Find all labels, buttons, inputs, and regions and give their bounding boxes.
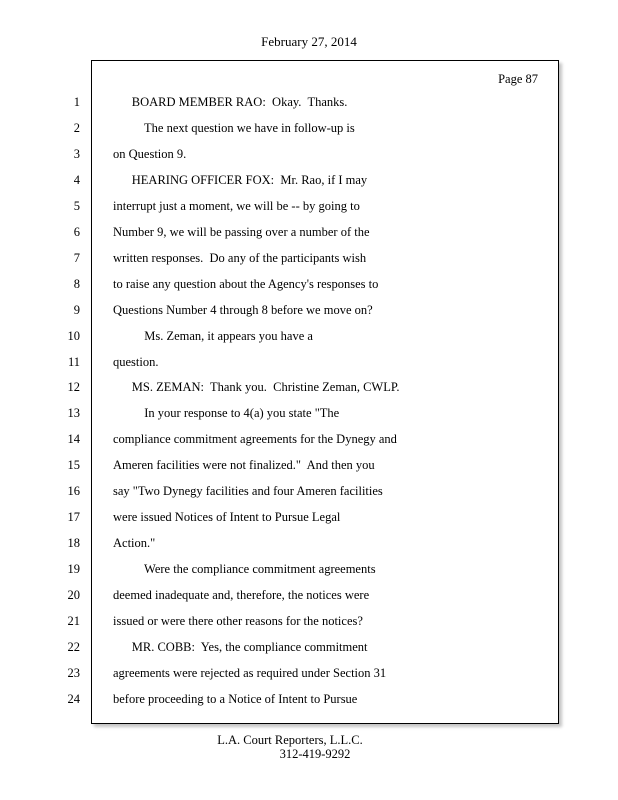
transcript-line bbox=[0, 121, 618, 141]
transcript-line bbox=[0, 95, 618, 115]
line-number: 3 bbox=[73, 146, 80, 161]
line-text: HEARING OFFICER FOX: Mr. Rao, if I may bbox=[113, 172, 368, 187]
transcript-line bbox=[0, 147, 618, 167]
line-number: 1 bbox=[73, 95, 80, 109]
line-number: 11 bbox=[67, 354, 80, 369]
line-text: In your response to 4(a) you state "The bbox=[113, 406, 340, 421]
transcript-line bbox=[0, 640, 618, 660]
line-text: MR. COBB: Yes, the compliance commitment bbox=[113, 639, 368, 654]
line-text: Questions Number 4 through 8 before we move on? bbox=[113, 302, 373, 317]
line-number: 22 bbox=[67, 639, 80, 654]
transcript-line bbox=[0, 251, 618, 271]
transcript-line bbox=[0, 484, 618, 504]
transcript-line bbox=[0, 199, 618, 219]
line-number: 14 bbox=[67, 432, 80, 447]
transcript-line bbox=[0, 458, 618, 478]
transcript-line bbox=[0, 666, 618, 686]
transcript-line bbox=[0, 614, 618, 634]
page-number: Page 87 bbox=[498, 72, 538, 86]
line-text: interrupt just a moment, we will be -- by going to bbox=[113, 198, 360, 213]
transcript-line bbox=[0, 692, 618, 712]
header-date: February 27, 2014 bbox=[261, 34, 357, 49]
line-number: 24 bbox=[67, 691, 80, 706]
footer-company: L.A. Court Reporters, L.L.C. bbox=[217, 733, 363, 747]
line-number: 19 bbox=[67, 562, 80, 577]
transcript-line bbox=[0, 355, 618, 375]
line-text: compliance commitment agreements for the Dynegy and bbox=[113, 432, 397, 447]
line-text: BOARD MEMBER RAO: Okay. Thanks. bbox=[113, 95, 348, 109]
transcript-line bbox=[0, 380, 618, 400]
line-number: 9 bbox=[73, 302, 80, 317]
line-number: 23 bbox=[67, 665, 80, 680]
line-number: 6 bbox=[73, 224, 80, 239]
line-number: 2 bbox=[73, 120, 80, 135]
line-number: 7 bbox=[73, 250, 80, 265]
transcript-line bbox=[0, 536, 618, 556]
line-text: Number 9, we will be passing over a number of the bbox=[113, 224, 370, 239]
transcript-line bbox=[0, 329, 618, 349]
line-number: 21 bbox=[67, 614, 80, 628]
line-number: 4 bbox=[73, 172, 80, 187]
line-number: 15 bbox=[67, 458, 80, 473]
line-text: on Question 9. bbox=[113, 146, 187, 161]
line-number: 12 bbox=[67, 380, 80, 395]
line-number: 20 bbox=[67, 588, 80, 603]
line-number: 13 bbox=[67, 406, 80, 421]
line-text: say "Two Dynegy facilities and four Ameren facilities bbox=[113, 484, 383, 499]
line-text: written responses. Do any of the participants wish bbox=[113, 250, 367, 265]
transcript-line bbox=[0, 173, 618, 193]
line-number: 16 bbox=[67, 484, 80, 499]
line-text: before proceeding to a Notice of Intent to Pursue bbox=[113, 691, 358, 706]
transcript-line bbox=[0, 588, 618, 608]
line-number: 5 bbox=[73, 198, 80, 213]
line-number: 18 bbox=[67, 536, 80, 551]
line-text: issued or were there other reasons for the notices? bbox=[113, 614, 363, 628]
line-number: 8 bbox=[73, 276, 80, 291]
transcript-line bbox=[0, 225, 618, 245]
line-text: were issued Notices of Intent to Pursue Legal bbox=[113, 510, 341, 525]
transcript-line bbox=[0, 432, 618, 452]
line-text: agreements were rejected as required under Section 31 bbox=[113, 665, 387, 680]
line-text: The next question we have in follow-up is bbox=[113, 120, 355, 135]
transcript-line bbox=[0, 406, 618, 426]
line-text: question. bbox=[113, 354, 159, 369]
transcript-line bbox=[0, 277, 618, 297]
transcript-line bbox=[0, 562, 618, 582]
line-text: MS. ZEMAN: Thank you. Christine Zeman, CWLP. bbox=[113, 380, 400, 395]
line-text: Action." bbox=[113, 536, 156, 551]
transcript-line bbox=[0, 510, 618, 530]
line-number: 10 bbox=[67, 328, 80, 343]
line-text: deemed inadequate and, therefore, the notices were bbox=[113, 588, 370, 603]
footer-phone: 312-419-9292 bbox=[279, 747, 351, 761]
transcript-line bbox=[0, 303, 618, 323]
line-number: 17 bbox=[67, 510, 80, 525]
line-text: to raise any question about the Agency's responses to bbox=[113, 276, 379, 291]
line-text: Ms. Zeman, it appears you have a bbox=[113, 328, 313, 343]
line-text: Ameren facilities were not finalized." And then you bbox=[113, 458, 375, 473]
line-text: Were the compliance commitment agreements bbox=[113, 562, 376, 577]
